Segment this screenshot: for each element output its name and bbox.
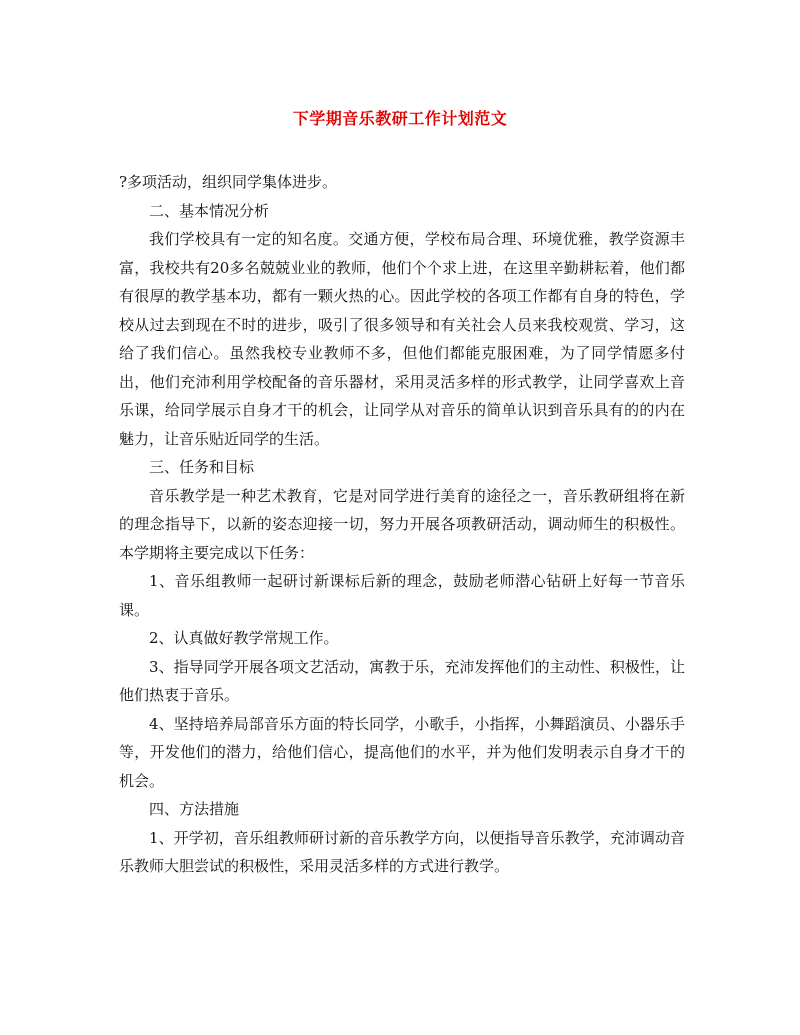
paragraph: 音乐教学是一种艺术教育，它是对同学进行美育的途径之一，音乐教研组将在新的理念指导下，以新的姿态迎接一切，努力开展各项教研活动，调动师生的积极性。本学期将主要完成以下任务： — [119, 486, 685, 562]
paragraph: 我们学校具有一定的知名度。交通方便，学校布局合理、环境优雅，教学资源丰富，我校共有20多名兢兢业业的教师，他们个个求上进，在这里辛勤耕耘着，他们都有很厚的教学基本功，都有一颗火热的心。因此学校的各项工作都有自身的特色，学校从过去到现在不时的进步，吸引了很多领导和有关社会人员来我校观赏、学习，这给了我们信心。虽然我校专业教师不多，但他们都能克服困难，为了同学情愿多付出，他们充沛利用学校配备的音乐器材，采用灵活多样的形式教学，让同学喜欢上音乐课，给同学展示自身才干的机会，让同学从对音乐的简单认识到音乐具有的的内在魅力，让音乐贴近同学的生活。 — [119, 230, 685, 448]
section-heading-basic-analysis: 二、基本情况分析 — [149, 201, 270, 220]
task-item: 4、坚持培养局部音乐方面的特长同学，小歌手，小指挥，小舞蹈演员、小器乐手等，开发他们的潜力，给他们信心，提高他们的水平，并为他们发明表示自身才干的机会。 — [119, 714, 685, 790]
task-item: 1、音乐组教师一起研讨新课标后新的理念，鼓励老师潜心钻研上好每一节音乐课。 — [119, 572, 685, 619]
task-item: 3、指导同学开展各项文艺活动，寓教于乐，充沛发挥他们的主动性、积极性，让他们热衷于音乐。 — [119, 657, 685, 704]
paragraph: ?多项活动，组织同学集体进步。 — [119, 173, 338, 191]
section-heading-methods: 四、方法措施 — [149, 800, 240, 818]
method-item: 1、开学初，音乐组教师研讨新的音乐教学方向，以便指导音乐教学，充沛调动音乐教师大胆尝试的积极性，采用灵活多样的方式进行教学。 — [119, 828, 685, 875]
section-heading-tasks-goals: 三、任务和目标 — [149, 458, 255, 476]
task-item: 2、认真做好教学常规工作。 — [149, 629, 339, 647]
document-title: 下学期音乐教研工作计划范文 — [292, 109, 508, 128]
document-body — [119, 168, 685, 881]
